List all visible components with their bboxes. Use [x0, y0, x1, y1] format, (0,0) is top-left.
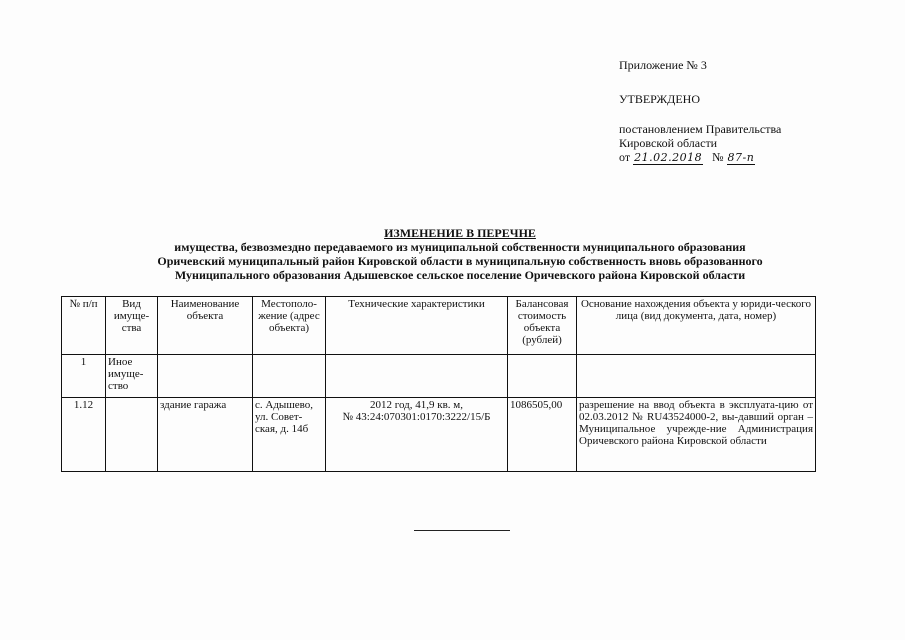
decree-date-line [619, 150, 879, 165]
date-prefix: от [619, 150, 631, 164]
header-location: Местополо-жение (адрес объекта) [253, 297, 326, 355]
cell-num: 1.12 [62, 398, 106, 472]
property-table [61, 296, 816, 472]
handwritten-number: 87-п [727, 151, 755, 164]
appendix-label: Приложение № 3 [619, 58, 707, 72]
decree-line-2: Кировской области [619, 136, 718, 150]
table-row [62, 355, 816, 398]
header-balance: Балансовая стоимость объекта (рублей) [508, 297, 577, 355]
cell-tech [326, 398, 508, 472]
cell-type: Иное имуще-ство [106, 355, 158, 398]
header-basis: Основание нахождения объекта у юриди-ческого лица (вид документа, дата, номер) [577, 297, 816, 355]
cell-num: 1 [62, 355, 106, 398]
header-name: Наименование объекта [158, 297, 253, 355]
cell-type [106, 398, 158, 472]
header-tech: Технические характеристики [326, 297, 508, 355]
cell-location [253, 355, 326, 398]
cell-basis: разрешение на ввод объекта в эксплуата-цию от 02.03.2012 № RU43524000-2, вы-давший орган – Муниципальное учрежде-ние Администрация Оричевского района Кировской области [577, 398, 816, 472]
header-num: № п/п [62, 297, 106, 355]
cell-name: здание гаража [158, 398, 253, 472]
number-prefix: № [712, 150, 724, 164]
cell-basis [577, 355, 816, 398]
tech-line-1: 2012 год, 41,9 кв. м, [369, 399, 464, 411]
document-title [60, 226, 860, 282]
decree-line-1: постановлением Правительства [619, 122, 782, 136]
table-row [62, 398, 816, 472]
cell-name [158, 355, 253, 398]
title-line-3: Муниципального образования Адышевское сельское поселение Оричевского района Кировской области [174, 268, 746, 282]
approved-label: УТВЕРЖДЕНО [619, 92, 701, 106]
title-main: ИЗМЕНЕНИЕ В ПЕРЕЧНЕ [384, 226, 536, 240]
cell-location: с. Адышево, ул. Совет-ская, д. 14б [253, 398, 326, 472]
table-header-row [62, 297, 816, 355]
cell-tech [326, 355, 508, 398]
header-type: Вид имуще-ства [106, 297, 158, 355]
cell-balance [508, 355, 577, 398]
title-line-2: Оричевский муниципальный район Кировской области в муниципальную собственность вновь образованного [157, 254, 763, 268]
handwritten-date: 21.02.2018 [634, 151, 703, 164]
tech-line-2: № 43:24:070301:0170:3222/15/Б [342, 411, 491, 423]
cell-balance: 1086505,00 [508, 398, 577, 472]
title-line-1: имущества, безвозмездно передаваемого из муниципальной собственности муниципального образования [174, 240, 746, 254]
approval-block [619, 58, 879, 165]
separator-line [414, 530, 510, 531]
